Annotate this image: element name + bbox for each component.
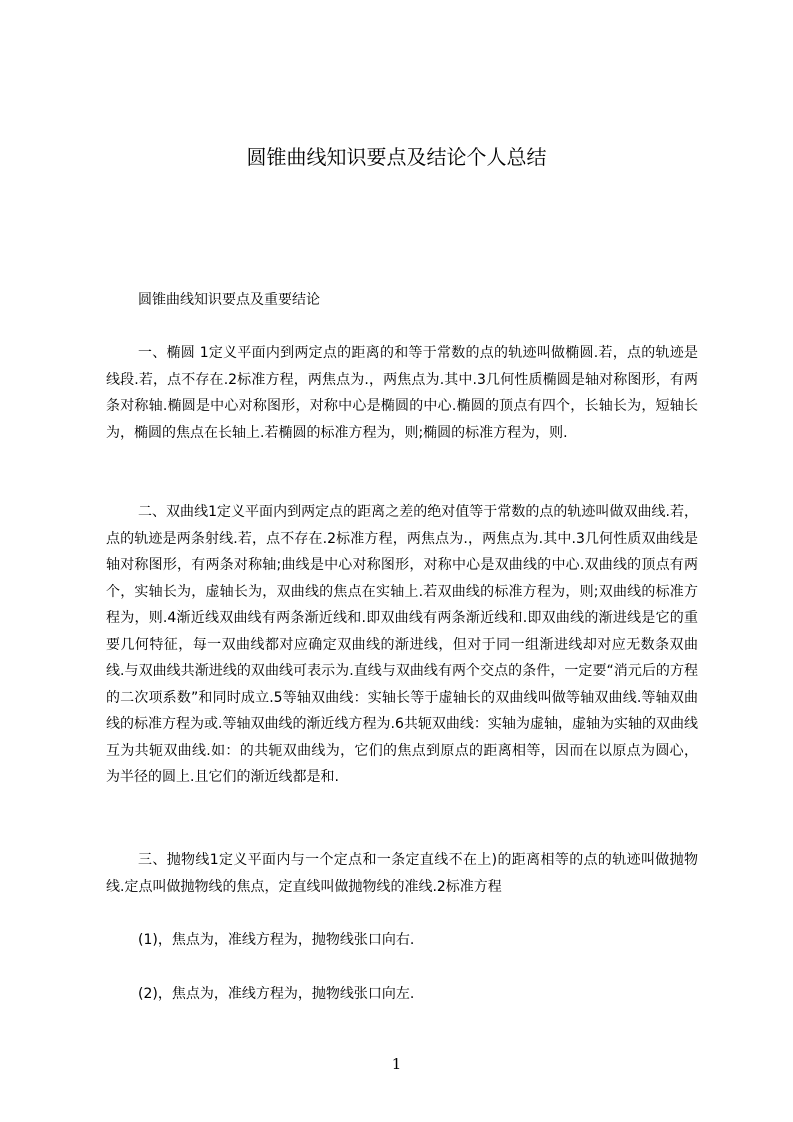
paragraph-hyperbola: 二、双曲线1定义平面内到两定点的距离之差的绝对值等于常数的点的轨迹叫做双曲线.若，点的轨迹是两条射线.若，点不存在.2标准方程，两焦点为.，两焦点为.其中.3几何性质双曲线是轴对称图形，有两条对称轴;曲线是中心对称图形，对称中心是双曲线的中心.双曲线的顶点有两个，实轴长为，虚轴长为，双曲线的焦点在实轴上.若双曲线的标准方程为，则;双曲线的标准方程为，则.4渐近线双曲线有两条渐近线和.即双曲线有两条渐近线和.即双曲线的渐进线是它的重要几何特征，每一双曲线都对应确定双曲线的渐进线，但对于同一组渐进线却对应无数条双曲线.与双曲线共渐进线的双曲线可表示为.直线与双曲线有两个交点的条件，一定要“消元后的方程的二次项系数”和同时成立.5等轴双曲线：实轴长等于虚轴长的双曲线叫做等轴双曲线.等轴双曲线的标准方程为或.等轴双曲线的渐近线方程为.6共轭双曲线：实轴为虚轴，虚轴为实轴的双曲线互为共轭双曲线.如：的共轭双曲线为，它们的焦点到原点的距离相等，因而在以原点为圆心，为半径的圆上.且它们的渐近线都是和. xyxy=(106,504,698,785)
paragraph-parabola: 三、抛物线1定义平面内与一个定点和一条定直线不在上)的距离相等的点的轨迹叫做抛物线.定点叫做抛物线的焦点，定直线叫做抛物线的准线.2标准方程 xyxy=(106,852,698,895)
list-item-parabola-right: (1)，焦点为，准线方程为，抛物线张口向右. xyxy=(138,932,415,948)
document-subtitle: 圆锥曲线知识要点及重要结论 xyxy=(138,292,320,308)
page-number: 1 xyxy=(391,1055,402,1073)
page-title: 圆锥曲线知识要点及结论个人总结 xyxy=(246,145,547,169)
paragraph-ellipse: 一、椭圆 1定义平面内到两定点的距离的和等于常数的点的轨迹叫做椭圆.若，点的轨迹是线段.若，点不存在.2标准方程，两焦点为.，两焦点为.其中.3几何性质椭圆是轴对称图形，有两条对称轴.椭圆是中心对称图形，对称中心是椭圆的中心.椭圆的顶点有四个，长轴长为，短轴长为，椭圆的焦点在长轴上.若椭圆的标准方程为，则;椭圆的标准方程为，则. xyxy=(106,345,698,441)
list-item-parabola-left: (2)，焦点为，准线方程为，抛物线张口向左. xyxy=(138,986,415,1002)
